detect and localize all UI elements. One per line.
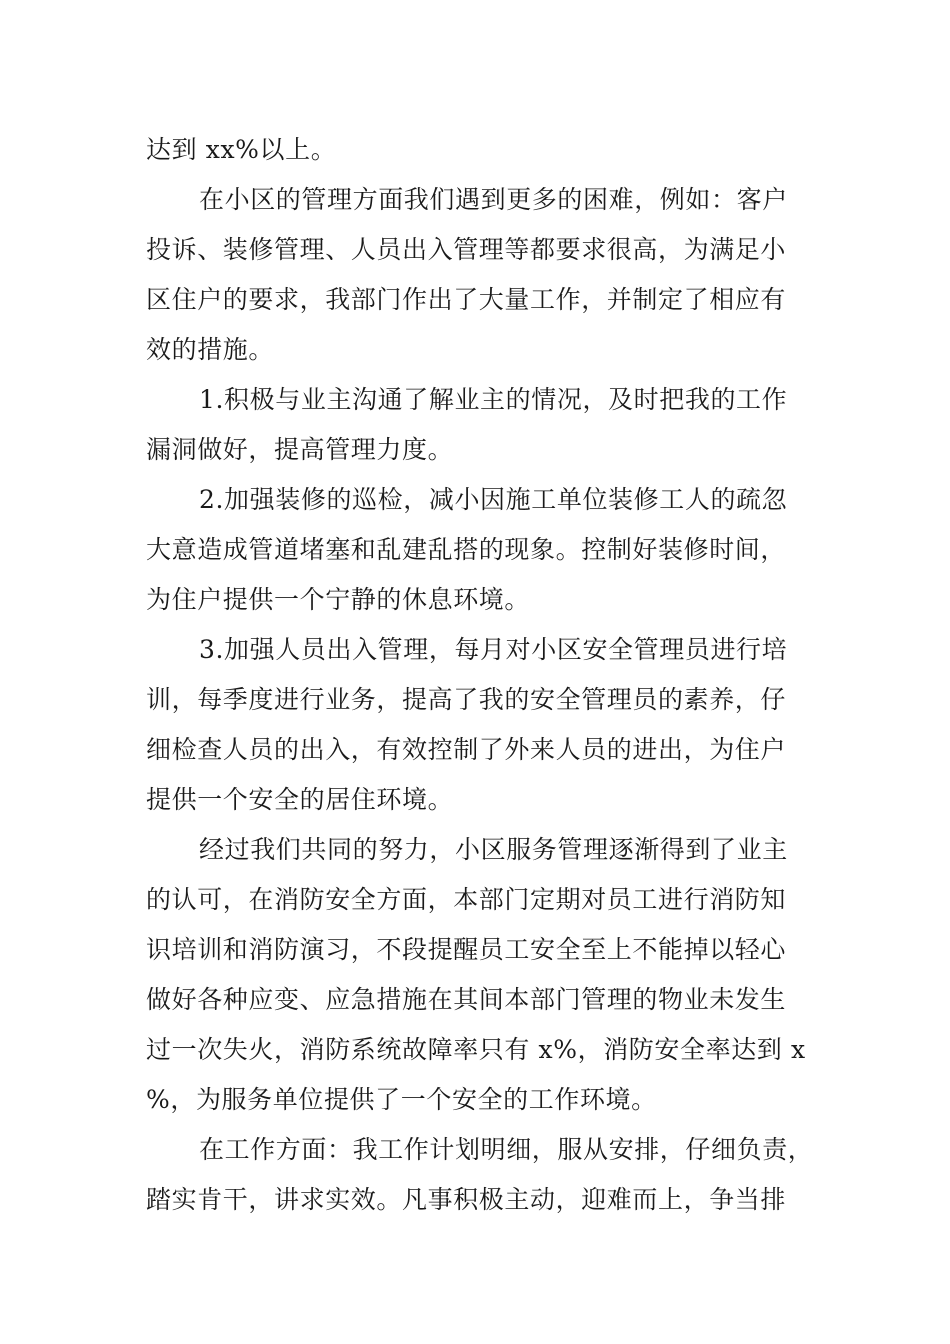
text-line: 区住户的要求，我部门作出了大量工作，并制定了相应有 — [146, 285, 787, 314]
paragraph-start-line: 1.积极与业主沟通了解业主的情况，及时把我的工作 — [199, 385, 788, 414]
text-line: 做好各种应变、应急措施在其间本部门管理的物业未发生 — [146, 985, 787, 1014]
text-line: 效的措施。 — [146, 335, 275, 364]
paragraph-start-line: 在工作方面：我工作计划明细，服从安排，仔细负责， — [199, 1135, 814, 1164]
paragraph-start-line: 2.加强装修的巡检，减小因施工单位装修工人的疏忽 — [199, 485, 788, 514]
paragraph-start-line: 在小区的管理方面我们遇到更多的困难，例如：客户 — [199, 185, 788, 214]
text-line: 的认可，在消防安全方面，本部门定期对员工进行消防知 — [146, 885, 787, 914]
text-line: 提供一个安全的居住环境。 — [146, 785, 454, 814]
paragraph-start-line: 3.加强人员出入管理，每月对小区安全管理员进行培 — [199, 635, 788, 664]
text-line: 大意造成管道堵塞和乱建乱搭的现象。控制好装修时间， — [146, 535, 787, 564]
text-line: 过一次失火，消防系统故障率只有 x%，消防安全率达到 x — [146, 1035, 806, 1064]
text-line: 细检查人员的出入，有效控制了外来人员的进出，为住户 — [146, 735, 787, 764]
text-line: 漏洞做好，提高管理力度。 — [146, 435, 454, 464]
text-line: 为住户提供一个宁静的休息环境。 — [146, 585, 531, 614]
text-line: 训，每季度进行业务，提高了我的安全管理员的素养，仔 — [146, 685, 787, 714]
text-line: 踏实肯干，讲求实效。凡事积极主动，迎难而上，争当排 — [146, 1185, 787, 1214]
text-line: 识培训和消防演习，不段提醒员工安全至上不能掉以轻心 — [146, 935, 787, 964]
text-line: 达到 xx%以上。 — [146, 135, 337, 164]
text-line: 投诉、装修管理、人员出入管理等都要求很高，为满足小 — [146, 235, 787, 264]
text-line: %，为服务单位提供了一个安全的工作环境。 — [146, 1085, 657, 1114]
paragraph-start-line: 经过我们共同的努力，小区服务管理逐渐得到了业主 — [199, 835, 788, 864]
